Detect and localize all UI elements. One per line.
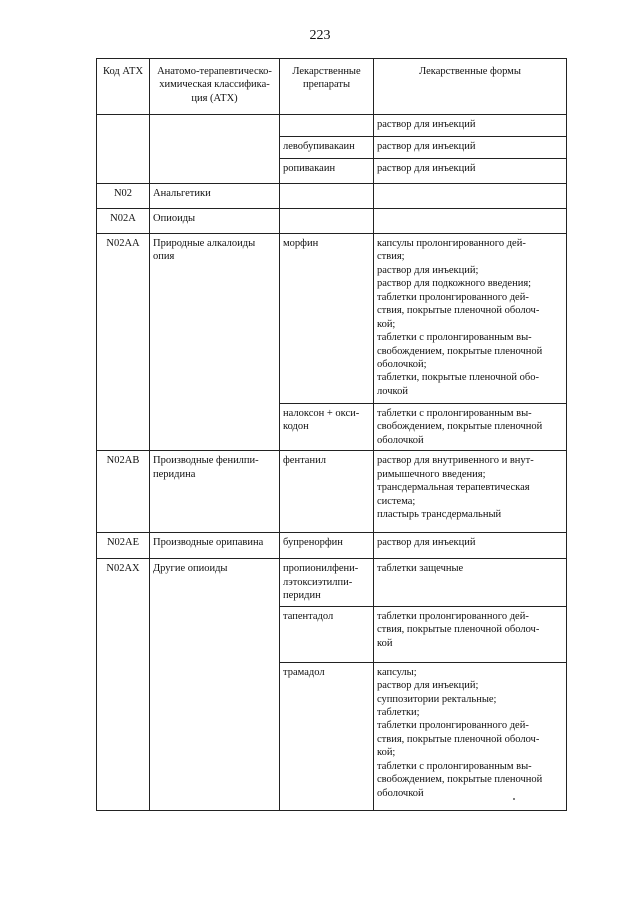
- drug-cell: пропионилфени- лэтоксиэтилпи- перидин: [280, 559, 374, 606]
- atx-code-cell: N02A: [97, 209, 150, 234]
- atx-code-cell: [97, 115, 150, 184]
- forms-cell: раствор для инъекций: [374, 137, 567, 159]
- forms-cell: раствор для инъекций: [374, 159, 567, 184]
- table-header-row: [97, 59, 567, 115]
- table-row: [97, 559, 567, 606]
- page-number: 223: [309, 28, 331, 43]
- forms-cell: [374, 209, 567, 234]
- scan-mark-icon: [512, 797, 516, 801]
- drug-cell: морфин: [280, 234, 374, 404]
- forms-cell: раствор для инъекций: [374, 115, 567, 137]
- atx-code-cell: N02AE: [97, 533, 150, 559]
- atx-class-cell: Анальгетики: [150, 184, 280, 209]
- table-row: [97, 533, 567, 559]
- drug-cell: трамадол: [280, 662, 374, 810]
- atx-class-cell: Производные фенилпи- перидина: [150, 451, 280, 533]
- atx-class-cell: Природные алкалоиды опия: [150, 234, 280, 451]
- atx-classification-table: [96, 58, 567, 811]
- atx-code-cell: N02: [97, 184, 150, 209]
- header-drugs: Лекарственные препараты: [280, 59, 374, 115]
- forms-cell: раствор для инъекций: [374, 533, 567, 559]
- table-row: [97, 451, 567, 533]
- drug-cell: тапентадол: [280, 606, 374, 662]
- drug-cell: налоксон + окси- кодон: [280, 404, 374, 451]
- header-dosage-forms: Лекарственные формы: [374, 59, 567, 115]
- header-atx-code: Код АТХ: [97, 59, 150, 115]
- atx-class-cell: [150, 115, 280, 184]
- drug-cell: фентанил: [280, 451, 374, 533]
- forms-cell: раствор для внутривенного и внут- римышечного введения; трансдермальная терапевтическая система; пластырь трансдермальный: [374, 451, 567, 533]
- table-row: [97, 209, 567, 234]
- table-row: [97, 234, 567, 404]
- forms-cell: капсулы пролонгированного дей- ствия; раствор для инъекций; раствор для подкожного введения; таблетки пролонгированного дей- ствия, покрытые пленочной оболоч- кой; таблетки с пролонгированным вы- свобождением, покрытые пленочной оболочкой; таблетки, покрытые пленочной обо- лочкой: [374, 234, 567, 404]
- table-row: [97, 184, 567, 209]
- drug-cell: ропивакаин: [280, 159, 374, 184]
- drug-cell: [280, 115, 374, 137]
- atx-class-cell: Опиоиды: [150, 209, 280, 234]
- drug-cell: левобупивакаин: [280, 137, 374, 159]
- header-atx-classification: Анатомо-терапевтическо- химическая классифика- ция (АТХ): [150, 59, 280, 115]
- atx-code-cell: N02AB: [97, 451, 150, 533]
- forms-cell: таблетки защечные: [374, 559, 567, 606]
- atx-code-cell: N02AA: [97, 234, 150, 451]
- atx-class-cell: Другие опиоиды: [150, 559, 280, 810]
- drug-cell: [280, 209, 374, 234]
- atx-class-cell: Производные орипавина: [150, 533, 280, 559]
- atx-code-cell: N02AX: [97, 559, 150, 810]
- drug-cell: бупренорфин: [280, 533, 374, 559]
- forms-cell: таблетки пролонгированного дей- ствия, покрытые пленочной оболоч- кой: [374, 606, 567, 662]
- forms-cell: таблетки с пролонгированным вы- свобождением, покрытые пленочной оболочкой: [374, 404, 567, 451]
- forms-cell: капсулы; раствор для инъекций; суппозитории ректальные; таблетки; таблетки пролонгированного дей- ствия, покрытые пленочной оболоч- кой; таблетки с пролонгированным вы- свобождением, покрытые пленочной оболочкой: [374, 662, 567, 810]
- table-row: [97, 115, 567, 137]
- drug-cell: [280, 184, 374, 209]
- forms-cell: [374, 184, 567, 209]
